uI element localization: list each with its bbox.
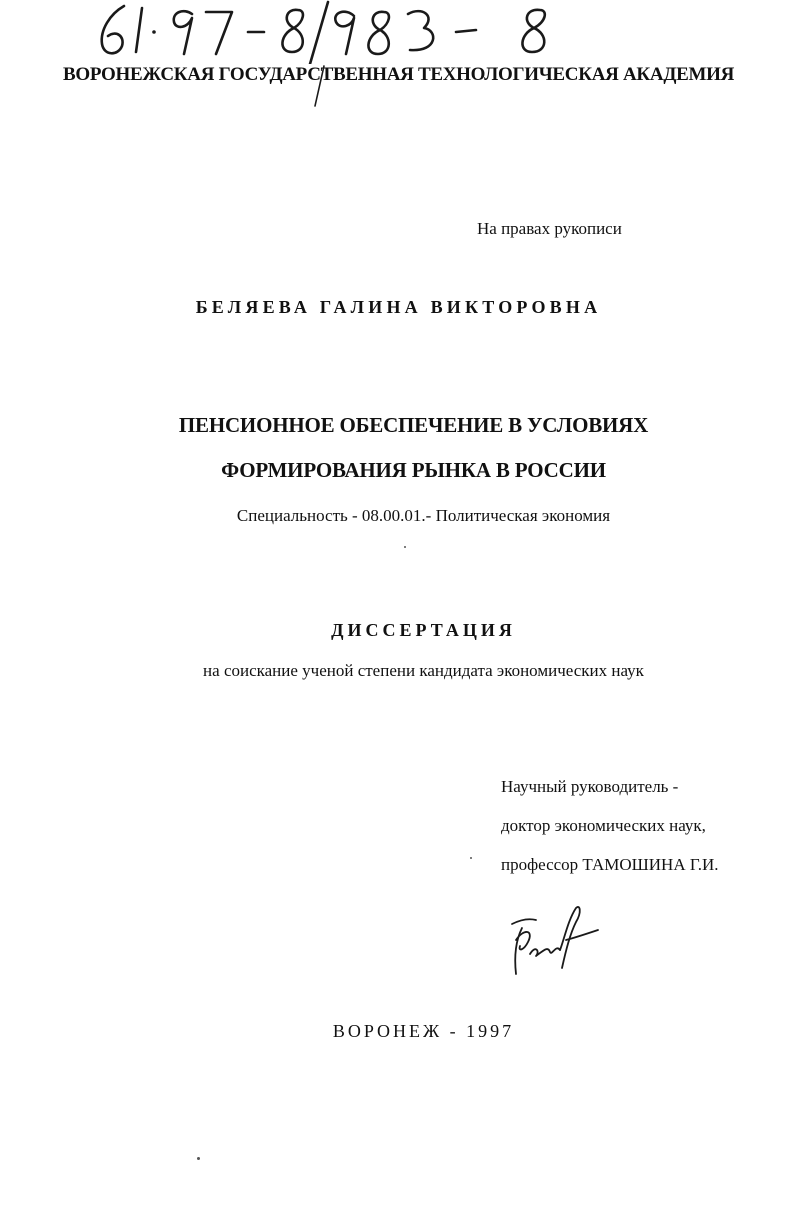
degree-description: на соискание ученой степени кандидата экономических наук [203, 661, 644, 680]
handwritten-registry-code [92, 0, 572, 64]
scan-speck [197, 1157, 200, 1160]
pen-stroke-mark [312, 64, 326, 108]
scan-speck [404, 546, 406, 548]
handwritten-signature [506, 900, 606, 982]
dissertation-title-line-1: ПЕНСИОННОЕ ОБЕСПЕЧЕНИЕ В УСЛОВИЯХ [178, 413, 649, 437]
supervisor-line-1: Научный руководитель - [501, 777, 679, 796]
specialty: Специальность - 08.00.01.- Политическая экономия [236, 506, 611, 525]
institution-name: ВОРОНЕЖСКАЯ ГОСУДАРСТВЕННАЯ ТЕХНОЛОГИЧЕСКАЯ АКАДЕМИЯ [62, 64, 734, 85]
dissertation-title-line-2: ФОРМИРОВАНИЯ РЫНКА В РОССИИ [221, 458, 606, 482]
supervisor-line-3: профессор ТАМОШИНА Г.И. [501, 855, 719, 874]
author-name: БЕЛЯЕВА ГАЛИНА ВИКТОРОВНА [195, 297, 602, 317]
supervisor-line-2: доктор экономических наук, [501, 816, 706, 835]
rights-note: На правах рукописи [477, 219, 622, 238]
scan-speck [470, 857, 472, 859]
city-year: ВОРОНЕЖ - 1997 [332, 1021, 515, 1041]
document-type: ДИССЕРТАЦИЯ [331, 620, 516, 640]
